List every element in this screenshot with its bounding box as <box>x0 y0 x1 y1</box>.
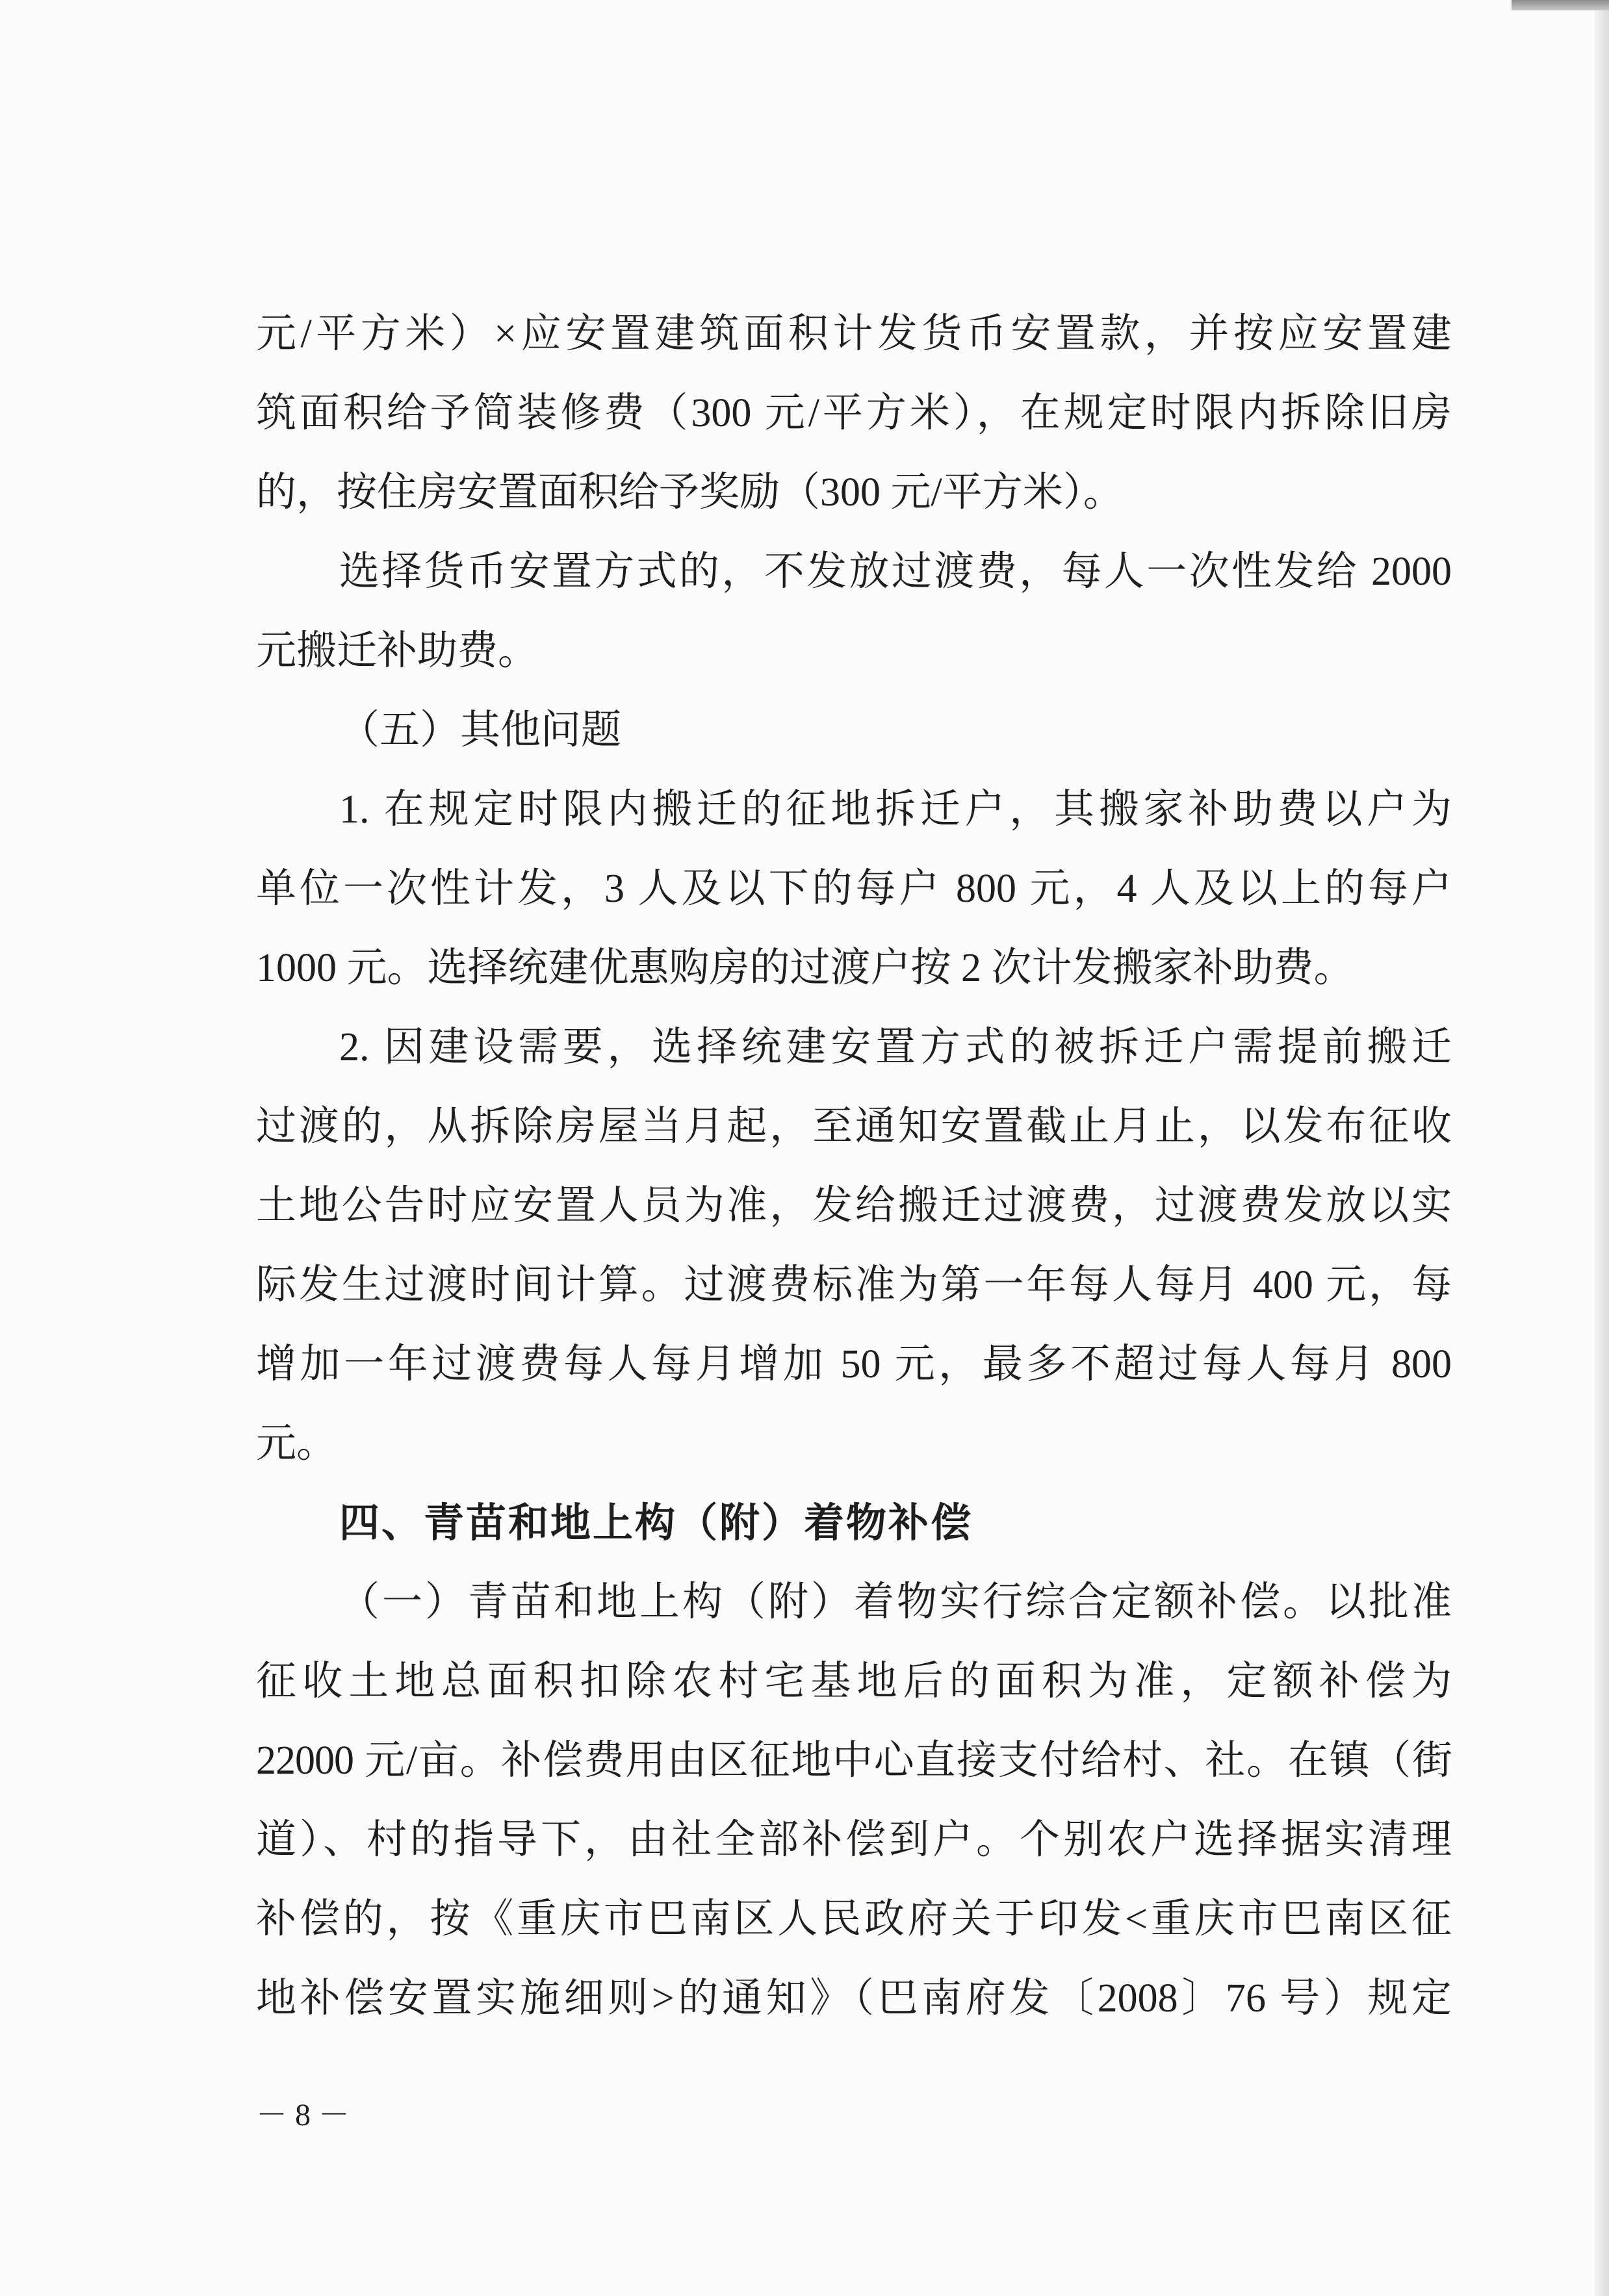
text-line: （一）青苗和地上构（附）着物实行综合定额补偿。以批准 <box>339 1580 1452 1624</box>
text-line: 筑面积给予简装修费（300 元/平方米），在规定时限内拆除旧房 <box>256 391 1452 435</box>
text-line: 单位一次性计发，3 人及以下的每户 800 元，4 人及以上的每户 <box>256 867 1452 911</box>
paragraph-item-2 <box>256 1008 1452 1483</box>
text-line: 元搬迁补助费。 <box>256 629 539 673</box>
paragraph-fixed-compensation <box>256 1563 1452 2038</box>
text-line: 1000 元。选择统建优惠购房的过渡户按 2 次计发搬家补助费。 <box>256 946 1354 990</box>
paragraph-monetary-resettlement <box>256 532 1452 691</box>
text-line: 1. 在规定时限内搬迁的征地拆迁户，其搬家补助费以户为 <box>339 787 1452 832</box>
text-line: 过渡的，从拆除房屋当月起，至通知安置截止月止，以发布征收 <box>256 1104 1452 1149</box>
text-line: 增加一年过渡费每人每月增加 50 元，最多不超过每人每月 800 <box>256 1342 1452 1386</box>
text-line: 22000 元/亩。补偿费用由区征地中心直接支付给村、社。在镇（街 <box>256 1739 1452 1783</box>
scan-edge-right <box>1595 0 1609 2296</box>
document-body <box>256 294 1452 2038</box>
section-heading-seedlings <box>256 1483 1452 1563</box>
page-number: － 8 － <box>256 2098 350 2132</box>
text-line: 的，按住房安置面积给予奖励（300 元/平方米）。 <box>256 470 1124 515</box>
paragraph-item-1 <box>256 770 1452 1008</box>
scan-edge-top <box>1512 0 1609 10</box>
subheading-other-issues <box>256 691 1452 770</box>
text-line: 地补偿安置实施细则>的通知》（巴南府发〔2008〕76 号）规定 <box>256 1976 1452 2021</box>
text-line: 选择货币安置方式的，不发放过渡费，每人一次性发给 2000 <box>339 550 1452 594</box>
section-heading-text: 四、青苗和地上构（附）着物补偿 <box>339 1499 973 1546</box>
text-line: 际发生过渡时间计算。过渡费标准为第一年每人每月 400 元，每 <box>256 1263 1452 1307</box>
text-line: 2. 因建设需要，选择统建安置方式的被拆迁户需提前搬迁 <box>339 1025 1452 1069</box>
text-line: 元。 <box>256 1422 337 1466</box>
text-line: 土地公告时应安置人员为准，发给搬迁过渡费，过渡费发放以实 <box>256 1184 1452 1228</box>
text-line: 道）、村的指导下，由社全部补偿到户。个别农户选择据实清理 <box>256 1818 1452 1862</box>
text-line: 元/平方米）×应安置建筑面积计发货币安置款，并按应安置建 <box>256 312 1452 356</box>
text-line: 补偿的，按《重庆市巴南区人民政府关于印发<重庆市巴南区征 <box>256 1897 1452 1941</box>
text-line: 征收土地总面积扣除农村宅基地后的面积为准，定额补偿为 <box>256 1659 1452 1703</box>
paragraph-housing-compensation <box>256 294 1452 532</box>
subheading-text: （五）其他问题 <box>339 708 622 752</box>
